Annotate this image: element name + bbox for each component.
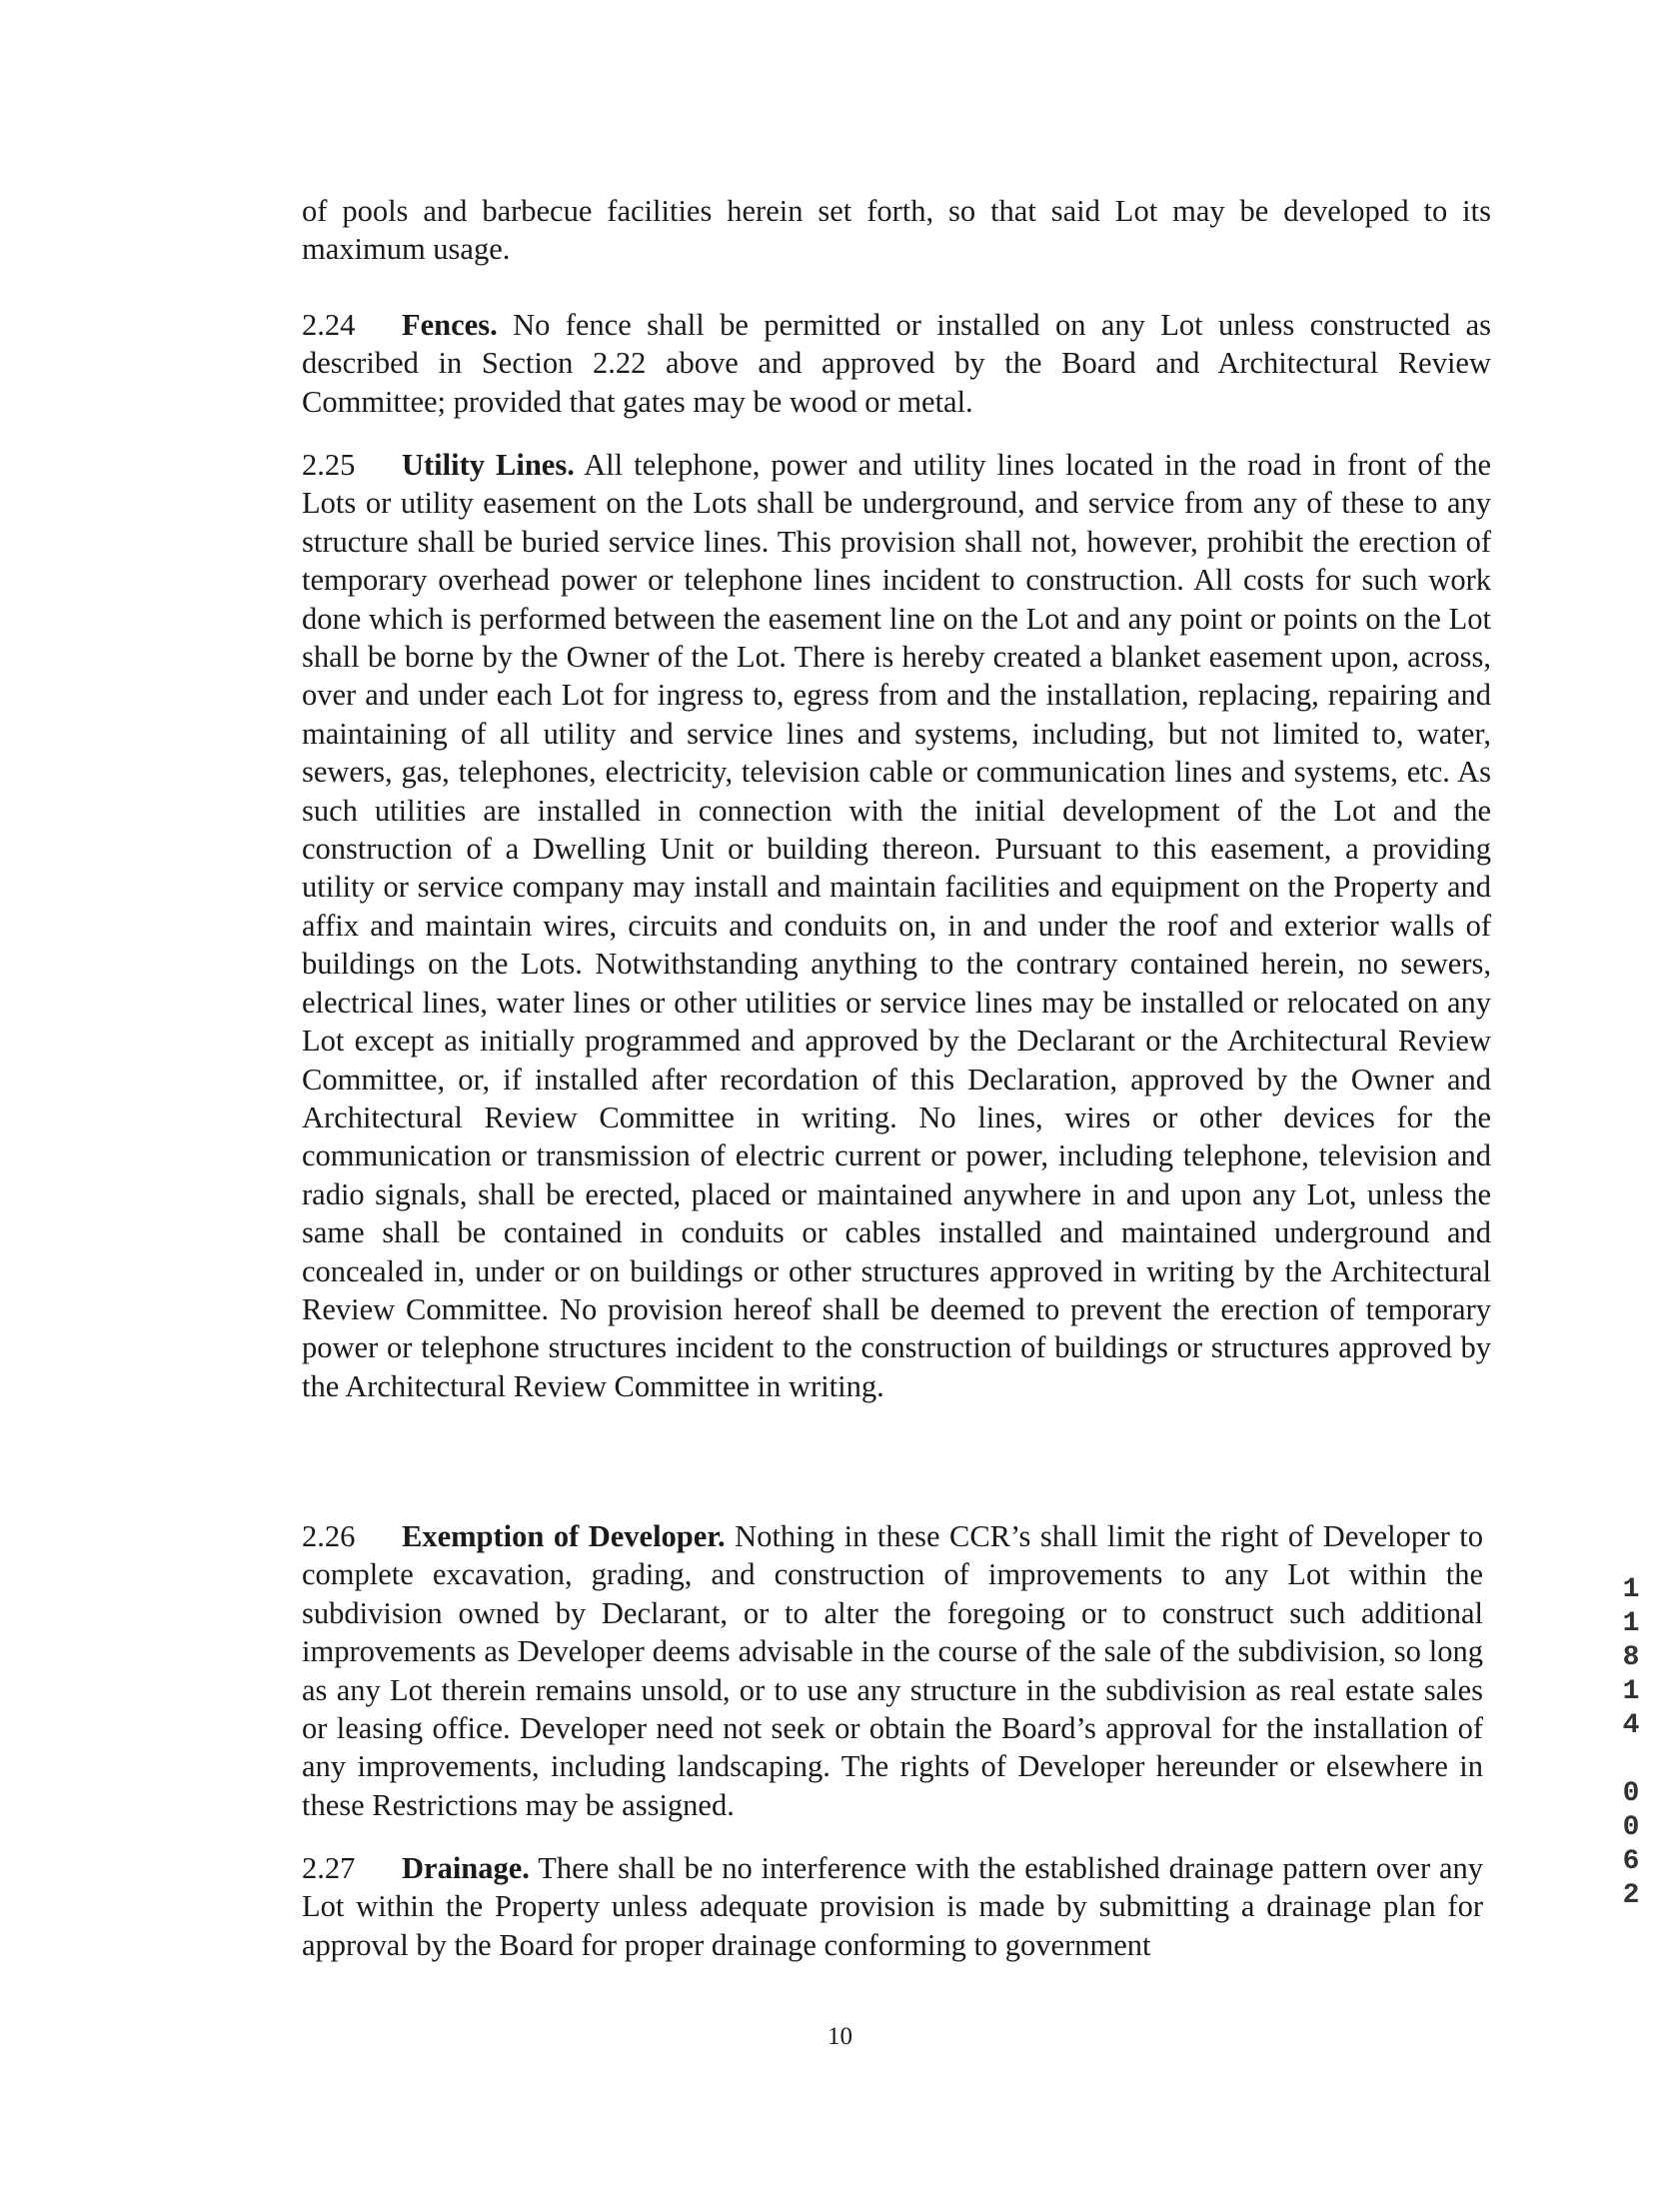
section-2-27 bbox=[302, 1849, 1483, 1964]
section-text: No fence shall be permitted or installed on any Lot unless constructed as described in Section 2.22 above and approved by the Board and Architectural Review Committee; provided that gates may be wood or metal. bbox=[302, 308, 1491, 419]
stamp-digit: 1 bbox=[1622, 1608, 1640, 1639]
stamp-digit: 8 bbox=[1622, 1642, 1640, 1673]
stamp-digit: 1 bbox=[1622, 1676, 1640, 1707]
section-heading: Utility Lines. bbox=[402, 448, 575, 482]
section-heading: Exemption of Developer. bbox=[402, 1519, 726, 1553]
stamp-gap bbox=[1613, 1743, 1649, 1777]
section-heading: Fences. bbox=[402, 308, 498, 342]
section-text: Nothing in these CCR’s shall limit the right of Developer to complete excavation, grading, and construction of improvements to any Lot within the subdivision owned by Declarant, or to alter the foregoing or to construct such additional improvements as Developer deems advisable in the course of the sale of the subdivision, so long as any Lot therein remains unsold, or to use any structure in the subdivision as real estate sales or leasing office. Developer need not seek or obtain the Board’s approval for the installation of any improvements, including landscaping. The rights of Developer hereunder or elsewhere in these Restrictions may be assigned. bbox=[302, 1519, 1484, 1822]
section-number: 2.26 bbox=[302, 1519, 356, 1553]
section-2-24 bbox=[302, 306, 1491, 421]
stamp-digit: 6 bbox=[1622, 1846, 1640, 1877]
section-2-25 bbox=[302, 446, 1491, 1405]
intro-paragraph: of pools and barbecue facilities herein set forth, so that said Lot may be developed to its maximum usage. bbox=[302, 194, 1491, 267]
recording-number-stamp bbox=[1613, 1573, 1649, 1913]
stamp-digit: 4 bbox=[1622, 1710, 1640, 1741]
section-number: 2.25 bbox=[302, 448, 356, 482]
section-text: There shall be no interference with the established drainage pattern over any Lot within the Property unless adequate provision is made by submitting a drainage plan for approval by the Board for proper drainage conforming to government bbox=[302, 1851, 1483, 1962]
section-heading: Drainage. bbox=[402, 1851, 530, 1885]
page-number: 10 bbox=[828, 2023, 852, 2050]
section-number: 2.27 bbox=[302, 1851, 356, 1885]
stamp-digit: 0 bbox=[1622, 1812, 1640, 1843]
section-text: All telephone, power and utility lines located in the road in front of the Lots or utility easement on the Lots shall be underground, and service from any of these to any structure shall be buried service lines. This provision shall not, however, prohibit the erection of temporary overhead power or telephone lines incident to construction. All costs for such work done which is performed between the easement line on the Lot and any point or points on the Lot shall be borne by the Owner of the Lot. There is hereby created a blanket easement upon, across, over and under each Lot for ingress to, egress from and the installation, replacing, repairing and maintaining of all utility and service lines and systems, including, but not limited to, water, sewers, gas, telephones, electricity, television cable or communication lines and systems, etc. As such utilities are installed in connection with the initial development of the Lot and the construction of a Dwelling Unit or building thereon. Pursuant to this easement, a providing utility or service company may install and maintain facilities and equipment on the Property and affix and maintain wires, circuits and conduits on, in and under the roof and exterior walls of buildings on the Lots. Notwithstanding anything to the contrary contained herein, no sewers, electrical lines, water lines or other utilities or service lines may be installed or relocated on any Lot except as initially programmed and approved by the Declarant or the Architectural Review Committee, or, if installed after recordation of this Declaration, approved by the Owner and Architectural Review Committee in writing. No lines, wires or other devices for the communication or transmission of electric current or power, including telephone, television and radio signals, shall be erected, placed or maintained anywhere in and upon any Lot, unless the same shall be contained in conduits or cables installed and maintained underground and concealed in, under or on buildings or other structures approved in writing by the Architectural Review Committee. No provision hereof shall be deemed to prevent the erection of temporary power or telephone structures incident to the construction of buildings or structures approved by the Architectural Review Committee in writing. bbox=[302, 448, 1491, 1403]
section-number: 2.24 bbox=[302, 308, 356, 342]
stamp-digit: 2 bbox=[1622, 1880, 1640, 1911]
section-2-26 bbox=[302, 1517, 1483, 1824]
stamp-digit: 1 bbox=[1622, 1574, 1640, 1605]
stamp-digit: 0 bbox=[1622, 1778, 1640, 1809]
